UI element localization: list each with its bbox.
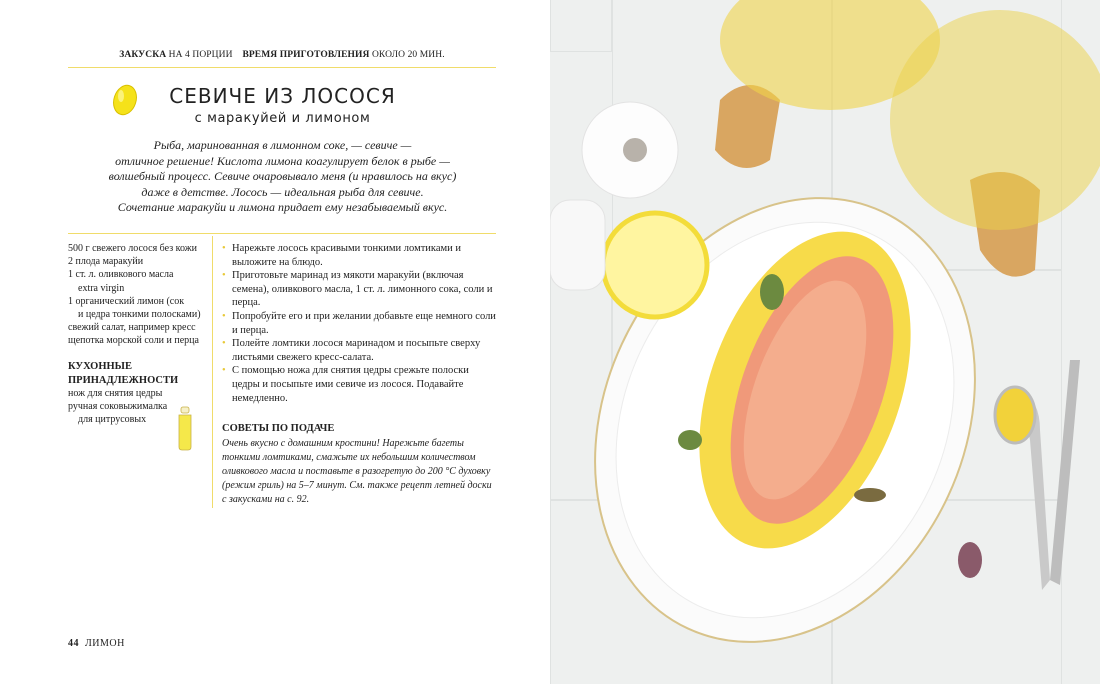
page-footer <box>68 638 125 649</box>
tools-heading-line: КУХОННЫЕ <box>68 361 132 372</box>
recipe-intro <box>100 138 465 216</box>
tools-heading-line: ПРИНАДЛЕЖНОСТИ <box>68 374 179 386</box>
intro-line: Рыба, маринованная в лимонном соке, — севиче — <box>153 138 412 152</box>
step: • Полейте ломтики лосося маринадом и посыпьте сверху листьями свежего кресс-салата. <box>222 337 496 364</box>
juicer-icon <box>175 405 195 451</box>
ingredient: extra virgin <box>78 282 125 294</box>
tools-heading <box>68 360 178 387</box>
dish-photo <box>550 0 1100 684</box>
tips-text: Очень вкусно с домашним кростини! Нарежьте багеты тонкими ломтиками, смажьте их небольшим количеством оливкового масла и поставьте в разогретую до 200 °C духовку (режим гриль) на 5–7 минут. См. также рецепт летней доски с закусками на с. 92. <box>222 438 492 505</box>
intro-line: даже в детстве. Лосось — идеальная рыба для севиче. <box>141 184 424 199</box>
recipe-subtitle: с маракуйей и лимоном <box>194 111 371 126</box>
step: • С помощью ножа для снятия цедры срежьте полоски цедры и посыпьте ими севиче из лосося. Подавайте немедленно. <box>222 364 496 405</box>
step: • Нарежьте лосось красивыми тонкими ломтиками и выложите на блюдо. <box>222 242 496 269</box>
recipe-meta <box>68 50 496 60</box>
ingredient: и цедра тонкими полосками) <box>78 309 201 321</box>
ingredient: 1 органический лимон (сок <box>68 295 185 307</box>
divider-top <box>68 67 496 68</box>
tool-item: для цитрусовых <box>78 414 147 426</box>
ingredient: 2 плода маракуйи <box>68 256 144 268</box>
meta-label-servings: ЗАКУСКА <box>119 50 167 60</box>
page-number: 44 <box>68 638 79 649</box>
meta-servings: НА 4 ПОРЦИИ <box>168 50 233 60</box>
intro-line: волшебный процесс. Севиче очаровывало меня (и нравилось на вкус) <box>108 169 457 184</box>
ingredient: 1 ст. л. оливкового масла <box>68 269 174 281</box>
meta-label-time: ВРЕМЯ ПРИГОТОВЛЕНИЯ <box>242 50 370 60</box>
ingredients-list <box>68 242 208 348</box>
tips-heading: СОВЕТЫ ПО ПОДАЧЕ <box>222 423 335 434</box>
step: • Попробуйте его и при желании добавьте еще немного соли и перца. <box>222 310 496 337</box>
step: • Приготовьте маринад из мякоти маракуйи (включая семена), оливкового масла, 1 ст. л. лимонного сока, соли и перца. <box>222 269 496 310</box>
ingredient: щепотка морской соли и перца <box>68 335 199 347</box>
recipe-title: СЕВИЧЕ ИЗ ЛОСОСЯ <box>169 84 396 108</box>
intro-line: отличное решение! Кислота лимона коагулирует белок в рыбе — <box>115 153 450 168</box>
tool-item: нож для снятия цедры <box>68 388 163 399</box>
divider-middle <box>68 233 496 234</box>
ingredient: свежий салат, например кресс <box>68 322 196 334</box>
tools-list <box>68 387 167 427</box>
steps-list <box>222 242 496 405</box>
intro-line: Сочетание маракуйи и лимона придает ему незабываемый вкус. <box>117 200 448 215</box>
column-divider <box>212 236 213 508</box>
section-name: ЛИМОН <box>85 638 125 649</box>
meta-time: ОКОЛО 20 МИН. <box>371 50 445 60</box>
ingredient: 500 г свежего лосося без кожи <box>68 243 198 254</box>
photo-illustration <box>550 0 1100 684</box>
tool-item: ручная соковыжималка <box>68 401 168 413</box>
